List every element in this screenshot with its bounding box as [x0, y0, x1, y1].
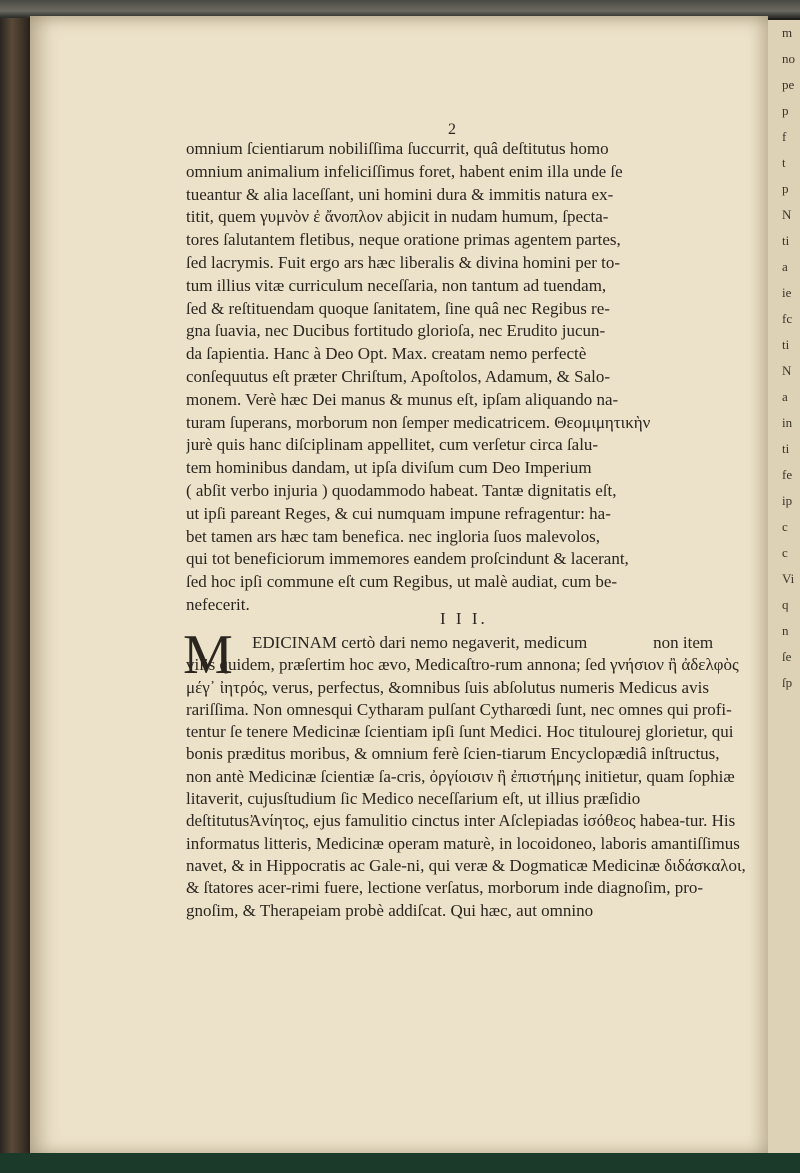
text-line: omnium ſcientiarum nobiliſſima ſuccurrit, quâ deſtitutus homo	[186, 139, 609, 158]
text-line: Ἀνίητος, ejus famulitio cinctus inter Aſclepiadas ἰσόθεος habea-	[249, 811, 686, 831]
text-line: cris, ὀργίοισιν ἢ ἐπιστήμης initietur, quam ſophiæ litaverit, cujus	[186, 766, 735, 809]
text-line: tem hominibus dandam, ut ipſa diviſum cum Deo Imperium	[186, 458, 592, 478]
facing-page-fragment: a	[782, 259, 788, 274]
page-number: 2	[448, 121, 456, 138]
paragraph-2	[186, 632, 746, 922]
text-line: idoneo, laboris amantiſſimus navet, & in Hippocratis ac Gale-	[186, 833, 740, 875]
text-line: non item vilis quidem, præſertim hoc ævo, Medicaſtro-	[186, 633, 714, 675]
text-line: qui Cytharam pulſant Cytharœdi ſunt, nec omnes qui profi-	[330, 699, 732, 719]
facing-page-fragment: ti	[782, 233, 790, 248]
facing-page-fragment: no	[782, 51, 795, 66]
text-line: tueantur & alia laceſſant, uni homini dura & immitis natura ex-	[186, 184, 614, 204]
text-line: tores ſalutantem fletibus, neque oratione primas agentem partes,	[186, 230, 621, 250]
text-line: da ſapientia. Hanc à Deo Opt. Max. creatam nemo perfectè	[186, 344, 587, 364]
facing-page-fragment: a	[782, 389, 788, 404]
drop-capital: M	[183, 624, 233, 686]
text-line: ſed hoc ipſi commune eſt cum Regibus, ut malè audiat, cum be-	[186, 572, 618, 592]
text-line: ſed lacrymis. Fuit ergo ars hæc liberalis & divina homini per to-	[186, 252, 621, 272]
book-binding	[0, 0, 34, 1173]
text-line: gna ſuavia, nec Ducibus fortitudo glorioſa, nec Erudito jucun-	[186, 321, 606, 341]
facing-page-fragment: fe	[782, 467, 793, 482]
text-line: ut ipſi pareant Reges, & cui numquam impune refragentur: ha-	[186, 503, 611, 523]
text-line: jurè quis hanc diſciplinam appellitet, cum verſetur circa ſalu-	[186, 435, 599, 455]
text-line: bet tamen ars hæc tam benefica. nec ingloria ſuos malevolos,	[186, 526, 601, 546]
text-line: turam ſuperans, morborum non ſemper medicatricem. Θεομιμητικὴν	[186, 412, 651, 432]
text-line: rimi fuere, lectione verſatus, morborum inde diagnoſim, pro-	[291, 878, 704, 898]
facing-page-fragment: ſp	[782, 675, 793, 690]
facing-page-fragment: pe	[782, 77, 795, 92]
facing-page-fragment: n	[782, 623, 789, 638]
facing-page-edge	[768, 20, 800, 1153]
facing-page-fragment: ſe	[782, 649, 792, 664]
facing-page-fragment: ti	[782, 337, 790, 352]
text-line: tum illius vitæ curriculum neceſſaria, non tantum ad tuendam,	[186, 275, 607, 295]
facing-page-fragment: Vi	[782, 571, 795, 586]
facing-page-fragment: f	[782, 129, 787, 144]
text-line: ſtudium ſic Medico neceſſarium eſt, ut illius præſidio deſtitutus	[186, 789, 641, 831]
facing-page-fragment: c	[782, 519, 788, 534]
section-heading: I I I.	[440, 609, 488, 628]
text-line: tur. His informatus litteris, Medicinæ operam maturè, in loco	[186, 811, 736, 853]
facing-page-fragment: fc	[782, 311, 793, 326]
facing-page-fragment: t	[782, 155, 786, 170]
text-line: EDICINAM certò dari nemo negaverit, medicum	[252, 633, 588, 652]
bottom-edge	[0, 1153, 800, 1173]
text-line: qui tot beneficiorum immemores eandem proſcindunt & lacerant,	[186, 549, 629, 569]
facing-page-fragment: p	[782, 103, 789, 118]
facing-page-fragment: q	[782, 597, 789, 612]
text-line: ſed & reſtituendam quoque ſanitatem, ſine quâ nec Regibus re-	[186, 298, 610, 318]
text-line: rum annona; ſed γνήσιον ἢ ἀδελφὸς μέγ᾽ ἰητρός, verus, perfectus, &	[186, 655, 739, 697]
text-line: ( abſit verbo injuria ) quodammodo habeat. Tantæ dignitatis eſt,	[186, 480, 617, 500]
facing-page-fragment: N	[782, 363, 792, 378]
facing-page-fragment: ip	[782, 493, 793, 508]
text-line: ni, qui veræ & Dogmaticæ Medicinæ διδάσκαλοι, & ſtatores acer-	[186, 855, 746, 898]
text-line: titit, quem γυμνὸν ἐ ἄνοπλον abjicit in nudam humum, ſpecta-	[186, 207, 609, 227]
text-line: urej glorietur, qui bonis præditus moribus, & omnium ferè ſcien-	[186, 722, 734, 764]
text-line: monem. Verè hæc Dei manus & munus eſt, ipſam aliquando na-	[186, 389, 619, 409]
facing-page-text	[782, 20, 800, 696]
facing-page-fragment: in	[782, 415, 793, 430]
facing-page-fragment: m	[782, 25, 793, 40]
text-line: nefecerit.	[186, 594, 250, 614]
facing-page-fragment: ti	[782, 441, 790, 456]
facing-page-fragment: N	[782, 207, 792, 222]
facing-page-fragment: ie	[782, 285, 792, 300]
text-line: gnoſim, & Therapeiam probè addiſcat. Qui hæc, aut omnino	[186, 900, 594, 920]
paragraph-1	[186, 138, 746, 617]
text-line: conſequutus eſt præter Chriſtum, Apoſtolos, Adamum, & Salo-	[186, 366, 611, 386]
text-line: tentur ſe tenere Medicinæ ſcientiam ipſi ſunt Medici. Hoc titulo	[186, 722, 615, 742]
facing-page-fragment: p	[782, 181, 789, 196]
text-line: tiarum Encyclopædiâ inſtructus, non antè Medicinæ ſcientiæ ſa-	[186, 744, 720, 786]
text-line: omnibus ſuis abſolutus numeris Medicus avis rariſſima. Non omnes	[186, 677, 709, 719]
text-line: omnium animalium infeliciſſimus foret, habent enim illa unde ſe	[186, 161, 623, 181]
facing-page-fragment: c	[782, 545, 788, 560]
